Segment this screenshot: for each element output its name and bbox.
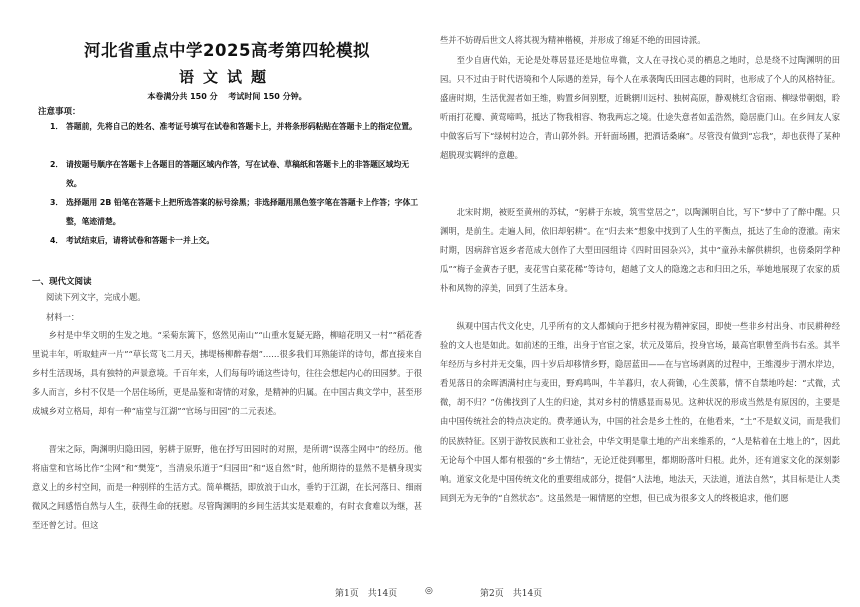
passage-paragraph: 至少自唐代始，无论是处尊居显还是地位卑微，文人在寻找心灵的栖息之地时，总是绕不过陶渊明的田园。只不过由于时代语境和个人际遇的差异，每个人在承袭陶氏田园志趣的同时，也形成了个人的风格特征。盛唐时期，生活优渥者如王维，购置乡间别墅，近眺辋川远村、独树高原，静观桃红含宿雨、柳绿带朝烟，聆听雨打花瓣、黄莺啼鸣，抵达了物我相容、物我两忘之境。仕途失意者如孟浩然，隐居鹿门山。在乡间友人家中做客后写下“绿树村边合，青山郭外斜。开轩面场圃，把酒话桑麻”。尽管没有做到“忘我”，却也获得了某种超脱现实羁绊的意趣。 bbox=[440, 55, 840, 161]
passage-paragraph: 些并不妨碍后世文人将其视为精神楷模，并形成了绵延不绝的田园诗派。 bbox=[440, 35, 706, 45]
exam-info: 本卷满分共 150 分 考试时间 150 分钟。 bbox=[147, 92, 307, 101]
note-number: 1． bbox=[50, 122, 64, 131]
footer-right-page-number: 第2页 共14页 bbox=[480, 589, 543, 599]
note-text: 请按题号顺序在答题卡上各题目的答题区域内作答，写在试卷、草稿纸和答题卡上的非答题区域均无效。 bbox=[66, 160, 410, 188]
note-item bbox=[50, 193, 422, 231]
note-text: 答题前，先将自己的姓名、准考证号填写在试卷和答题卡上，并将条形码粘贴在答题卡上的指定位置。 bbox=[66, 122, 417, 131]
note-number: 3． bbox=[50, 198, 64, 207]
note-item bbox=[50, 231, 422, 250]
note-number: 2． bbox=[50, 160, 64, 169]
note-item bbox=[50, 117, 422, 136]
note-item bbox=[50, 155, 422, 193]
passage-paragraph: 乡村是中华文明的生发之地。“采菊东篱下，悠然见南山”“山重水复疑无路，柳暗花明又一村”“稻花香里说丰年，听取蛙声一片”“草长莺飞二月天，拂堤杨柳醉春烟”……很多我们耳熟能详的诗句，都直接来自乡村生活现场，具有独特的声景意境。千百年来，人们每每吟诵这些诗句，往往会想起内心的田园梦。于很多人而言，乡村不仅是一个居住场所，更是品鉴和寄情的对象，是精神的归属。在中国古典文学中，甚至形成城乡对立格局，却有一种“庙堂与江湖”“官场与田园”的二元表述。 bbox=[32, 330, 422, 417]
note-text: 考试结束后，请将试卷和答题卡一并上交。 bbox=[66, 236, 215, 245]
exam-subtitle: 语文试题 bbox=[178, 68, 275, 86]
exam-title: 河北省重点中学2025高考第四轮模拟 bbox=[84, 41, 370, 60]
passage-paragraph: 纵观中国古代文化史，几乎所有的文人都倾向于把乡村视为精神家园，即使一些非乡村出身、市民耕种经验的文人也是如此。如前述的王维，出身于官宦之家，状元及第后，投身官场，最高官职曾至尚书右丞。其半年经历与乡村并无交集，四十岁后却移情乡野，隐居蓝田——在与官场剥离的过程中，王维漫步于渭水岸边，看见落日的余晖洒满村庄与麦田，野鸡鸣叫，牛羊暮归，农人荷锄，心生羡慕，情不自禁地吟起：“式微，式微，胡不归？”仿佛找到了人生的归途，其对乡村的情感显而易见。这种状况的形成当然是有原因的，主要是由中国传统社会的特点决定的。费孝通认为，中国的社会是乡土性的，在他看来，“土”不是蚁义词，而是我们的民族特征。区别于游牧民族和工业社会，中华文明是靠土地的产出来维系的，“人是粘着在土地上的”，因此无论每个中国人都有根强的“乡土情结”，无论迁徙到哪里，都期盼落叶归根。此外，还有道家文化的深刻影响。道家文化是中国传统文化的重要组成部分，提倡“人法地，地法天，天法道，道法自然”，其目标是让人类回到无为无争的“自然状态”。这虽然是一厢情愿的空想，但已成为很多文人的终极追求，他们愿 bbox=[440, 321, 840, 503]
section-heading: 一、现代文阅读 bbox=[32, 277, 92, 287]
notes-label: 注意事项： bbox=[38, 107, 81, 117]
passage-paragraph: 北宋时期，被贬至黄州的苏轼，“躬耕于东坡，筑雪堂居之”，以陶渊明自比，写下“梦中了了醉中醒。只渊明，是前生。走遍人间，依旧却躬耕”。在“归去来”想象中找到了人生的平衡点，抵达了生命的澄澈。南宋时期，因病辞官返乡者范成大创作了大型田园组诗《四时田园杂兴》，其中“童孙未解供耕织，也傍桑阴学种瓜”“梅子金黄杏子肥，麦花雪白菜花稀”等诗句，超越了文人的隐逸之志和归田之乐，举她地展现了农家的质朴和风物的淳美，回到了生活本身。 bbox=[440, 207, 840, 294]
note-number: 4． bbox=[50, 236, 64, 245]
note-text: 选择题用 2B 铅笔在答题卡上把所选答案的标号涂黑；非选择题用黑色签字笔在答题卡上作答；字体工整，笔迹清楚。 bbox=[66, 198, 419, 226]
material-label: 材料一： bbox=[46, 312, 80, 322]
footer-center-mark: ◎ bbox=[425, 586, 433, 596]
reading-prompt: 阅读下列文字，完成小题。 bbox=[46, 292, 146, 302]
passage-paragraph: 晋宋之际，陶渊明归隐田园，躬耕于原野，他在抒写田园时的对照，是所谓“误落尘网中”的经历。他将庙堂和官场比作“尘网”和“樊笼”，当清泉乐道于“归园田”和“返自然”时，他所期待的显然不是栖身现实意义上的乡村空间，而是一种别样的生活方式。简单概括，即放浪于山水，垂钓于江湖，在长河落日、细雨微风之间感悟自然与人生，获得生命的抚慰。尽管陶渊明的乡间生活其实是艰难的，有时衣食难以为继，甚至还曾乞讨。但这 bbox=[32, 444, 422, 531]
footer-left-page-number: 第1页 共14页 bbox=[335, 589, 398, 599]
